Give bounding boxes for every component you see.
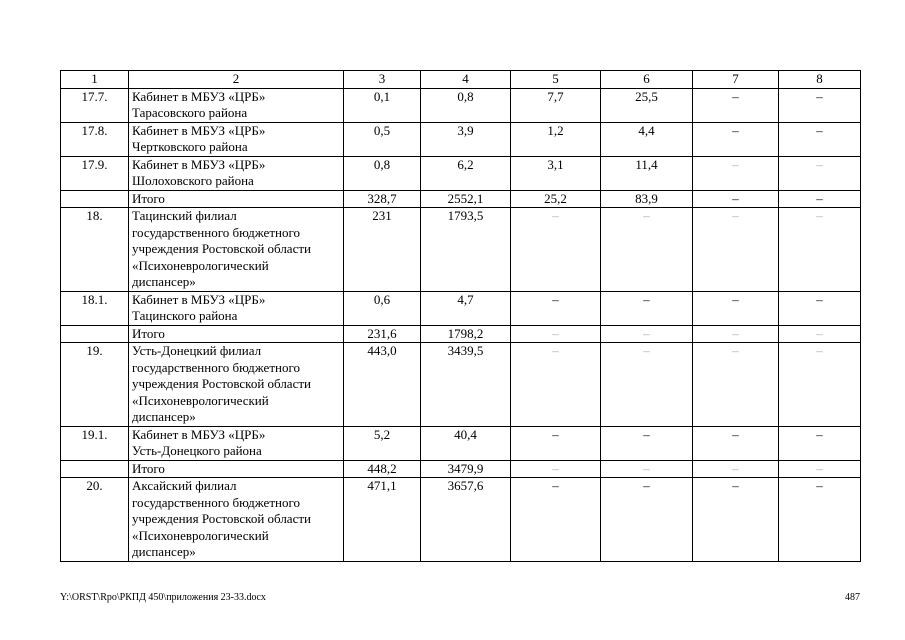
cell-col-5: 1,2 xyxy=(511,122,601,156)
cell-col-6: 83,9 xyxy=(601,190,693,208)
row-name-line: учреждения Ростовской области xyxy=(132,511,311,526)
table-row xyxy=(61,291,861,325)
table-row xyxy=(61,208,861,292)
cell-col-5: – xyxy=(511,325,601,343)
row-name xyxy=(129,208,344,292)
row-name-line: Усть-Донецкого района xyxy=(132,443,262,458)
header-cell-6: 6 xyxy=(601,71,693,89)
cell-col-4: 6,2 xyxy=(421,156,511,190)
table-body xyxy=(61,88,861,561)
cell-col-6: – xyxy=(601,325,693,343)
row-number: 17.9. xyxy=(61,156,129,190)
row-name-line: диспансер» xyxy=(132,274,196,289)
cell-col-3: 0,6 xyxy=(344,291,421,325)
header-cell-4: 4 xyxy=(421,71,511,89)
cell-col-7: – xyxy=(693,460,779,478)
row-number xyxy=(61,190,129,208)
cell-col-3: 0,1 xyxy=(344,88,421,122)
row-name xyxy=(129,343,344,427)
data-table xyxy=(60,70,861,562)
header-cell-2: 2 xyxy=(129,71,344,89)
cell-col-4: 1798,2 xyxy=(421,325,511,343)
header-row xyxy=(61,71,861,89)
row-name xyxy=(129,325,344,343)
cell-col-8: – xyxy=(779,122,861,156)
cell-col-4: 3,9 xyxy=(421,122,511,156)
cell-col-6: – xyxy=(601,478,693,562)
cell-col-6: – xyxy=(601,343,693,427)
row-name xyxy=(129,88,344,122)
cell-col-8: – xyxy=(779,88,861,122)
cell-col-8: – xyxy=(779,478,861,562)
cell-col-7: – xyxy=(693,88,779,122)
row-name xyxy=(129,122,344,156)
cell-col-6: 4,4 xyxy=(601,122,693,156)
row-name-line: государственного бюджетного xyxy=(132,359,300,375)
cell-col-6: 25,5 xyxy=(601,88,693,122)
cell-col-8: – xyxy=(779,325,861,343)
row-name xyxy=(129,426,344,460)
header-cell-7: 7 xyxy=(693,71,779,89)
row-number xyxy=(61,460,129,478)
cell-col-3: 0,8 xyxy=(344,156,421,190)
table-row xyxy=(61,88,861,122)
cell-col-7: – xyxy=(693,478,779,562)
row-name-line: «Психоневрологический xyxy=(132,392,269,408)
cell-col-5: – xyxy=(511,343,601,427)
row-name-line: Чертковского района xyxy=(132,139,248,154)
cell-col-6: – xyxy=(601,426,693,460)
cell-col-4: 1793,5 xyxy=(421,208,511,292)
cell-col-5: – xyxy=(511,460,601,478)
row-name-line: диспансер» xyxy=(132,544,196,559)
row-name-line: учреждения Ростовской области xyxy=(132,376,311,391)
cell-col-4: 3439,5 xyxy=(421,343,511,427)
table-row xyxy=(61,122,861,156)
row-number: 18. xyxy=(61,208,129,292)
cell-col-4: 40,4 xyxy=(421,426,511,460)
row-name-line: Кабинет в МБУЗ «ЦРБ» xyxy=(132,426,266,442)
table-row xyxy=(61,460,861,478)
cell-col-3: 0,5 xyxy=(344,122,421,156)
row-name xyxy=(129,190,344,208)
row-name-line: Итого xyxy=(132,460,165,476)
cell-col-8: – xyxy=(779,291,861,325)
header-cell-5: 5 xyxy=(511,71,601,89)
cell-col-5: – xyxy=(511,478,601,562)
table-row xyxy=(61,426,861,460)
table-row xyxy=(61,343,861,427)
header-cell-3: 3 xyxy=(344,71,421,89)
row-name-line: Кабинет в МБУЗ «ЦРБ» xyxy=(132,122,266,138)
row-name xyxy=(129,156,344,190)
row-name-line: «Психоневрологический xyxy=(132,527,269,543)
row-number: 19.1. xyxy=(61,426,129,460)
row-number: 20. xyxy=(61,478,129,562)
cell-col-6: 11,4 xyxy=(601,156,693,190)
row-name-line: государственного бюджетного xyxy=(132,494,300,510)
row-name-line: Аксайский филиал xyxy=(132,478,237,493)
row-name-line: учреждения Ростовской области xyxy=(132,241,311,256)
cell-col-3: 5,2 xyxy=(344,426,421,460)
cell-col-8: – xyxy=(779,208,861,292)
row-number: 17.7. xyxy=(61,88,129,122)
row-name-line: государственного бюджетного xyxy=(132,224,300,240)
row-number: 17.8. xyxy=(61,122,129,156)
row-name-line: Усть-Донецкий филиал xyxy=(132,343,262,358)
cell-col-7: – xyxy=(693,426,779,460)
cell-col-6: – xyxy=(601,291,693,325)
cell-col-4: 0,8 xyxy=(421,88,511,122)
cell-col-5: – xyxy=(511,208,601,292)
cell-col-8: – xyxy=(779,426,861,460)
cell-col-3: 443,0 xyxy=(344,343,421,427)
cell-col-5: – xyxy=(511,291,601,325)
cell-col-8: – xyxy=(779,190,861,208)
table-row xyxy=(61,478,861,562)
cell-col-8: – xyxy=(779,156,861,190)
cell-col-4: 3479,9 xyxy=(421,460,511,478)
cell-col-3: 328,7 xyxy=(344,190,421,208)
cell-col-8: – xyxy=(779,460,861,478)
row-name-line: Тацинский филиал xyxy=(132,208,237,223)
cell-col-7: – xyxy=(693,208,779,292)
footer-file-path: Y:\ORST\Rpo\РКПД 450\приложения 23-33.docx xyxy=(60,592,266,603)
cell-col-7: – xyxy=(693,156,779,190)
footer-page-number: 487 xyxy=(845,592,860,603)
cell-col-7: – xyxy=(693,291,779,325)
row-name-line: Шолоховского района xyxy=(132,173,254,188)
cell-col-6: – xyxy=(601,208,693,292)
cell-col-6: – xyxy=(601,460,693,478)
cell-col-3: 231 xyxy=(344,208,421,292)
cell-col-3: 231,6 xyxy=(344,325,421,343)
cell-col-3: 448,2 xyxy=(344,460,421,478)
row-name-line: Итого xyxy=(132,190,165,206)
row-name-line: Кабинет в МБУЗ «ЦРБ» xyxy=(132,156,266,172)
row-number xyxy=(61,325,129,343)
row-name xyxy=(129,460,344,478)
cell-col-5: 25,2 xyxy=(511,190,601,208)
cell-col-3: 471,1 xyxy=(344,478,421,562)
row-number: 19. xyxy=(61,343,129,427)
row-name-line: «Психоневрологический xyxy=(132,257,269,273)
cell-col-7: – xyxy=(693,190,779,208)
cell-col-7: – xyxy=(693,122,779,156)
row-name-line: Тарасовского района xyxy=(132,105,248,120)
cell-col-7: – xyxy=(693,325,779,343)
row-name-line: Кабинет в МБУЗ «ЦРБ» xyxy=(132,88,266,104)
row-name-line: Кабинет в МБУЗ «ЦРБ» xyxy=(132,291,266,307)
cell-col-4: 2552,1 xyxy=(421,190,511,208)
cell-col-5: 3,1 xyxy=(511,156,601,190)
row-name-line: Итого xyxy=(132,325,165,341)
row-name-line: диспансер» xyxy=(132,409,196,424)
cell-col-5: – xyxy=(511,426,601,460)
cell-col-4: 3657,6 xyxy=(421,478,511,562)
table-row xyxy=(61,156,861,190)
row-name xyxy=(129,291,344,325)
header-cell-8: 8 xyxy=(779,71,861,89)
row-name-line: Тацинского района xyxy=(132,308,238,323)
table-row xyxy=(61,190,861,208)
row-name xyxy=(129,478,344,562)
cell-col-7: – xyxy=(693,343,779,427)
table-row xyxy=(61,325,861,343)
row-number: 18.1. xyxy=(61,291,129,325)
cell-col-4: 4,7 xyxy=(421,291,511,325)
cell-col-5: 7,7 xyxy=(511,88,601,122)
header-cell-1: 1 xyxy=(61,71,129,89)
cell-col-8: – xyxy=(779,343,861,427)
